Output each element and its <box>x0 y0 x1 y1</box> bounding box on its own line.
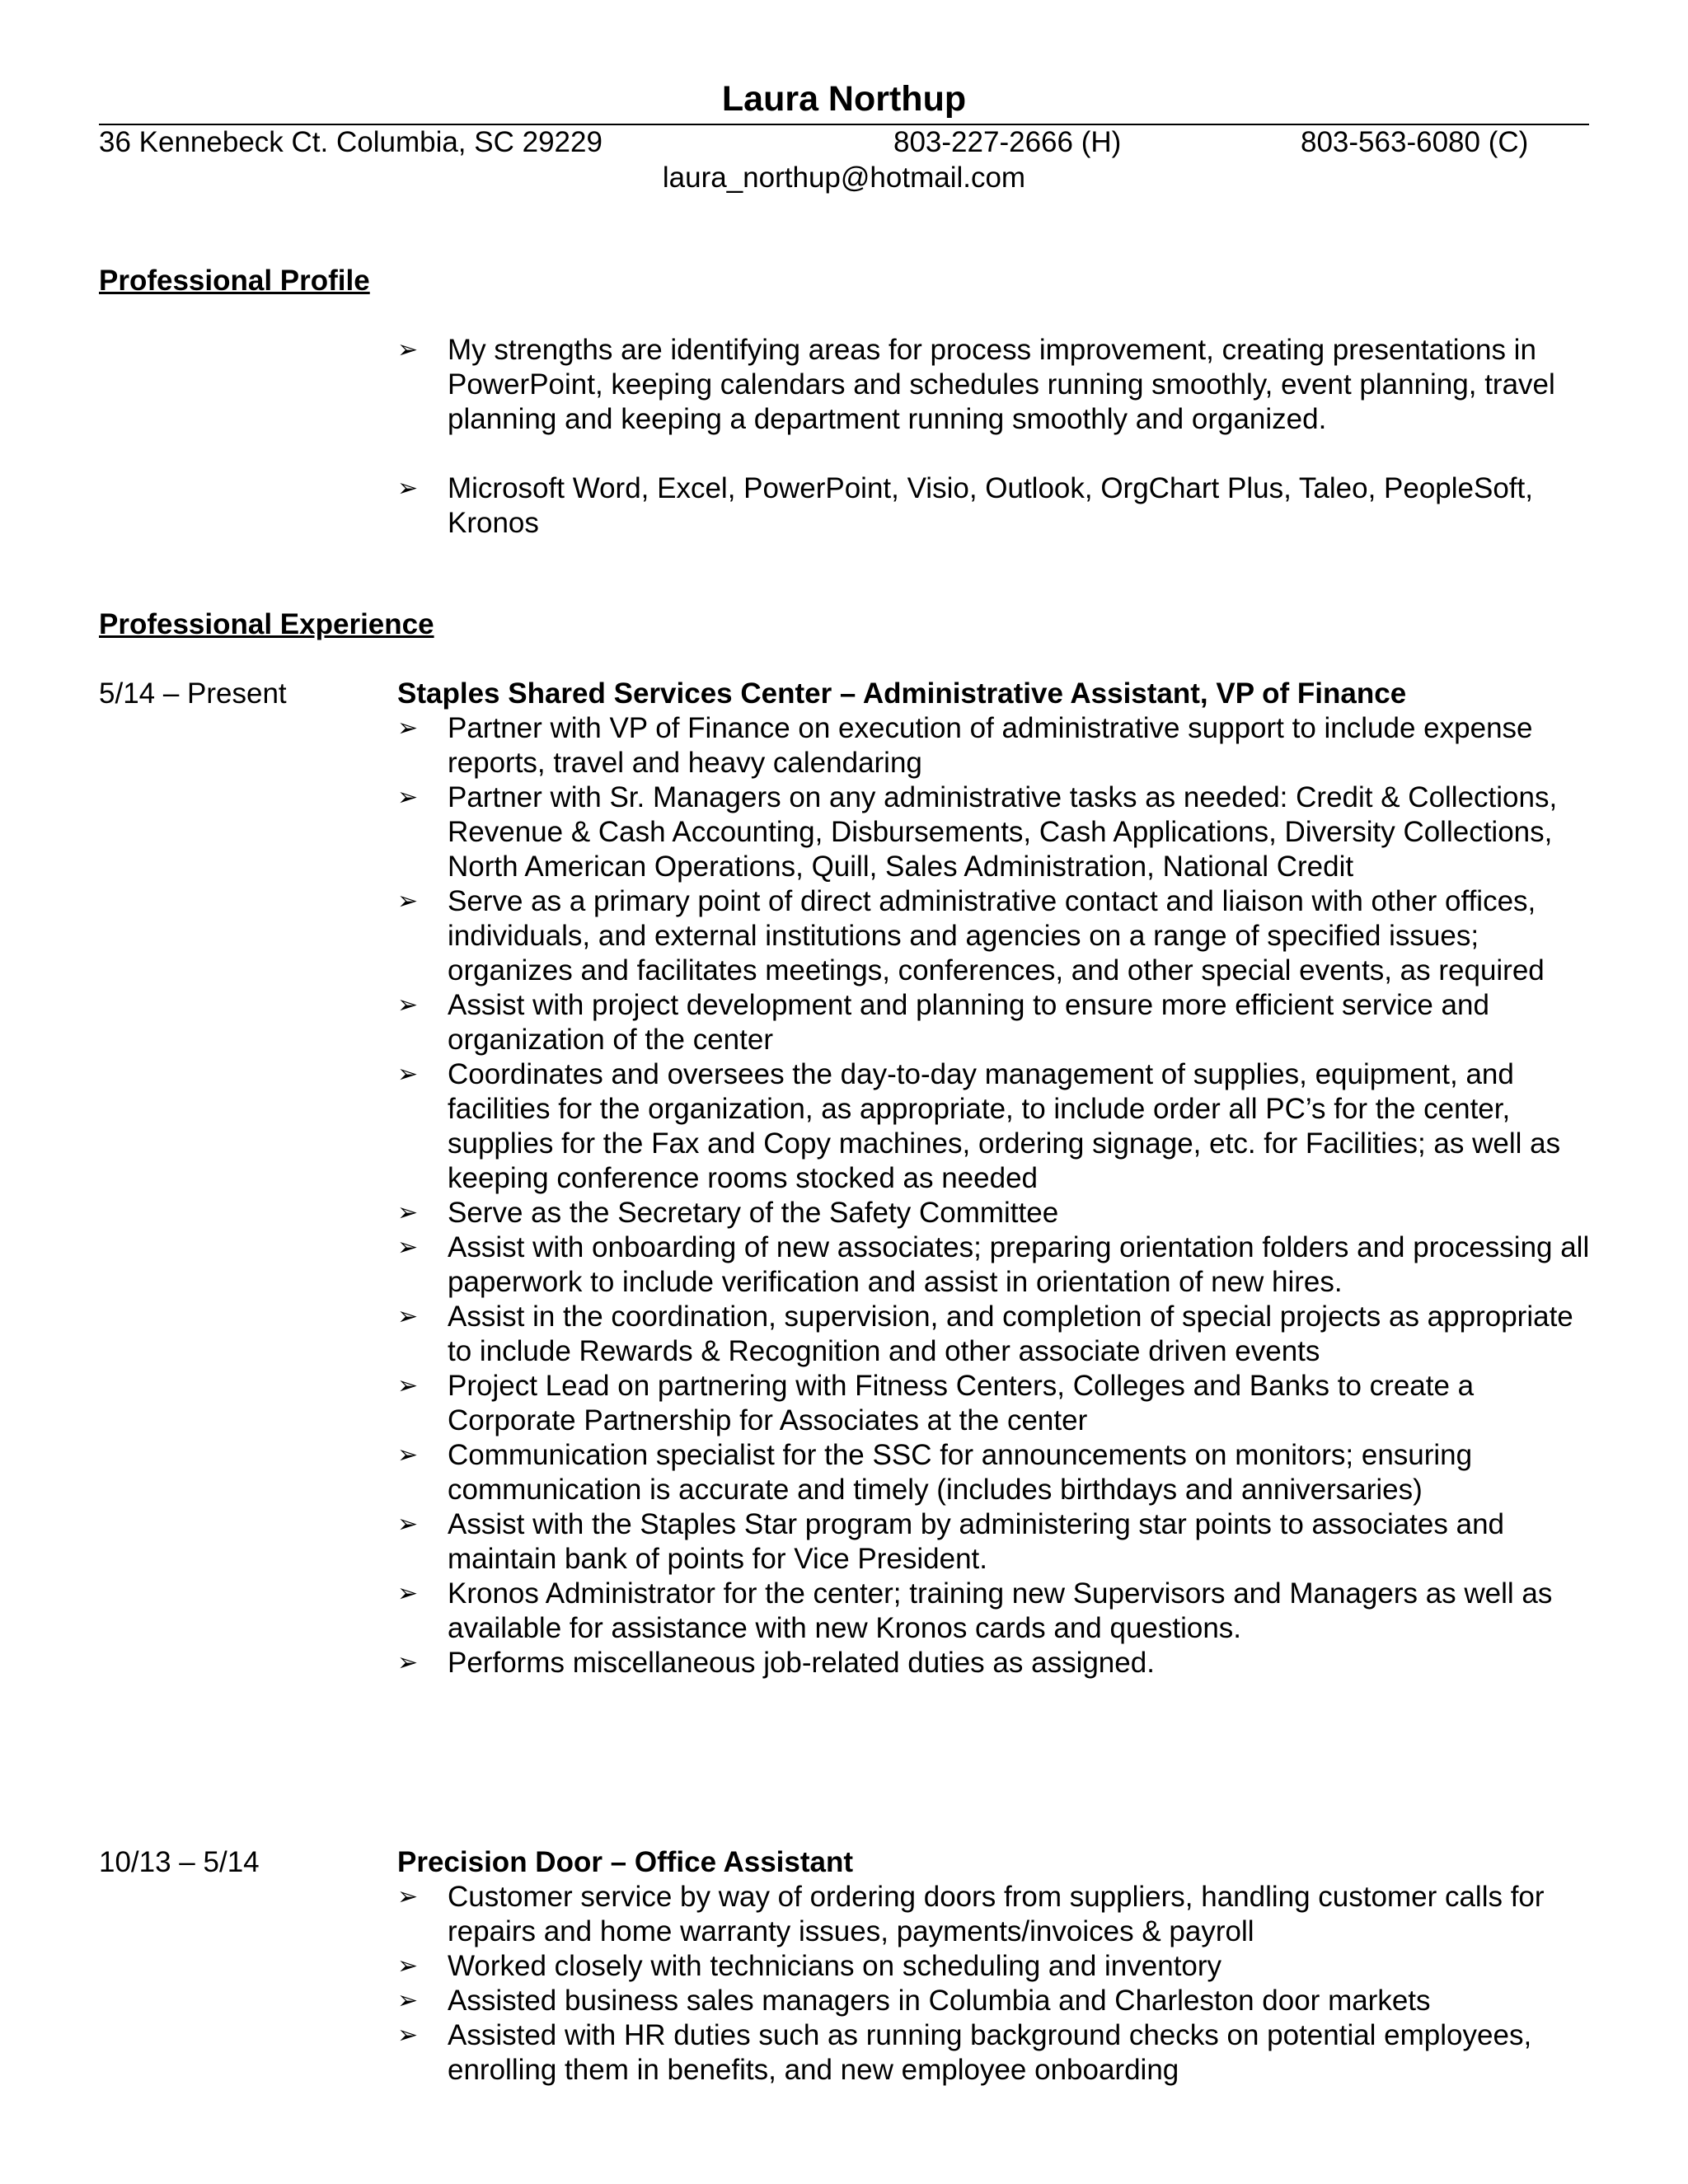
list-item <box>397 333 1601 437</box>
list-item <box>397 780 1601 884</box>
list-item <box>397 1438 1601 1507</box>
list-item <box>397 1880 1601 1949</box>
duty-text: Assist with onboarding of new associates; preparing orientation folders and processing all paperwork to include verification and assist in orientation of new hires. <box>448 1231 1590 1298</box>
list-item <box>397 1369 1601 1438</box>
profile-item-text: My strengths are identifying areas for process improvement, creating presentations in PowerPoint, keeping calendars and schedules running smoothly, event planning, travel planning and keeping a department running smoothly and organized. <box>448 334 1555 435</box>
arrow-bullet-icon: ➢ <box>397 1883 419 1910</box>
arrow-bullet-icon: ➢ <box>397 1987 419 2014</box>
duty-text: Kronos Administrator for the center; training new Supervisors and Managers as well as available for assistance with new Kronos cards and questions. <box>448 1577 1553 1644</box>
professional-experience-heading: Professional Experience <box>99 608 434 640</box>
arrow-bullet-icon: ➢ <box>397 475 419 502</box>
arrow-bullet-icon: ➢ <box>397 336 419 363</box>
professional-profile-heading: Professional Profile <box>99 265 370 297</box>
duty-text: Partner with VP of Finance on execution of administrative support to include expense reports, travel and heavy calendaring <box>448 712 1533 779</box>
list-item <box>397 1300 1601 1369</box>
duty-text: Assist with project development and planning to ensure more efficient service and organization of the center <box>448 989 1489 1056</box>
duty-text: Assist in the coordination, supervision, and completion of special projects as appropriate to include Rewards & Recognition and other associate driven events <box>448 1301 1573 1367</box>
arrow-bullet-icon: ➢ <box>397 2022 419 2049</box>
duty-text: Assisted business sales managers in Columbia and Charleston door markets <box>448 1985 1431 2017</box>
arrow-bullet-icon: ➢ <box>397 991 419 1019</box>
list-item <box>397 2018 1601 2088</box>
arrow-bullet-icon: ➢ <box>397 1199 419 1226</box>
duty-text: Coordinates and oversees the day-to-day management of supplies, equipment, and facilities for the organization, as appropriate, to include order all PC’s for the center, supplies for the Fax and Copy machines, ordering signage, etc. for Facilities; as well as keeping conference rooms stocked as needed <box>448 1058 1561 1194</box>
arrow-bullet-icon: ➢ <box>397 1649 419 1676</box>
duty-text: Performs miscellaneous job-related duties as assigned. <box>448 1647 1155 1679</box>
profile-item-text: Microsoft Word, Excel, PowerPoint, Visio, Outlook, OrgChart Plus, Taleo, PeopleSoft, Kronos <box>448 472 1533 539</box>
arrow-bullet-icon: ➢ <box>397 888 419 915</box>
list-item <box>397 1646 1601 1680</box>
cell-phone: 803-563-6080 (C) <box>1301 126 1529 158</box>
job-duties-list <box>397 1880 1601 2088</box>
list-item <box>397 471 1601 541</box>
arrow-bullet-icon: ➢ <box>397 1061 419 1088</box>
list-item <box>397 711 1601 780</box>
email-address: laura_northup@hotmail.com <box>662 162 1026 194</box>
list-item <box>397 988 1601 1057</box>
arrow-bullet-icon: ➢ <box>397 1303 419 1330</box>
arrow-bullet-icon: ➢ <box>397 1234 419 1261</box>
job-title: Precision Door – Office Assistant <box>397 1846 854 1878</box>
arrow-bullet-icon: ➢ <box>397 1511 419 1538</box>
job-dates: 5/14 – Present <box>99 677 287 710</box>
home-phone: 803-227-2666 (H) <box>893 126 1122 158</box>
job-title: Staples Shared Services Center – Administrative Assistant, VP of Finance <box>397 677 1407 710</box>
list-item <box>397 1984 1601 2018</box>
arrow-bullet-icon: ➢ <box>397 784 419 811</box>
arrow-bullet-icon: ➢ <box>397 1952 419 1980</box>
duty-text: Customer service by way of ordering doors from suppliers, handling customer calls for repairs and home warranty issues, payments/invoices & payroll <box>448 1881 1545 1947</box>
duty-text: Worked closely with technicians on scheduling and inventory <box>448 1950 1222 1982</box>
list-item <box>397 1577 1601 1646</box>
arrow-bullet-icon: ➢ <box>397 1441 419 1469</box>
duty-text: Project Lead on partnering with Fitness Centers, Colleges and Banks to create a Corporate Partnership for Associates at the center <box>448 1370 1475 1436</box>
list-item <box>397 1057 1601 1196</box>
duty-text: Assist with the Staples Star program by administering star points to associates and maintain bank of points for Vice President. <box>448 1508 1504 1575</box>
duty-text: Assisted with HR duties such as running background checks on potential employees, enrolling them in benefits, and new employee onboarding <box>448 2019 1532 2086</box>
duty-text: Partner with Sr. Managers on any administrative tasks as needed: Credit & Collections, Revenue & Cash Accounting, Disbursements, Cash Applications, Diversity Collections, North American Operations, Quill, Sales Administration, National Credit <box>448 781 1558 883</box>
job-duties-list <box>397 711 1601 1680</box>
candidate-name: Laura Northup <box>721 79 967 119</box>
duty-text: Serve as a primary point of direct administrative contact and liaison with other offices, individuals, and external institutions and agencies on a range of specified issues; organizes and facilitates meetings, conferences, and other special events, as required <box>448 885 1545 987</box>
arrow-bullet-icon: ➢ <box>397 715 419 742</box>
job-dates: 10/13 – 5/14 <box>99 1846 260 1878</box>
duty-text: Serve as the Secretary of the Safety Committee <box>448 1197 1059 1229</box>
list-item <box>397 1507 1601 1577</box>
duty-text: Communication specialist for the SSC for announcements on monitors; ensuring communication is accurate and timely (includes birthdays and anniversaries) <box>448 1439 1473 1506</box>
list-item <box>397 1949 1601 1984</box>
address: 36 Kennebeck Ct. Columbia, SC 29229 <box>99 126 603 158</box>
arrow-bullet-icon: ➢ <box>397 1372 419 1399</box>
arrow-bullet-icon: ➢ <box>397 1580 419 1607</box>
profile-list <box>397 333 1601 541</box>
list-item <box>397 884 1601 988</box>
list-item <box>397 1230 1601 1300</box>
list-item <box>397 1196 1601 1230</box>
